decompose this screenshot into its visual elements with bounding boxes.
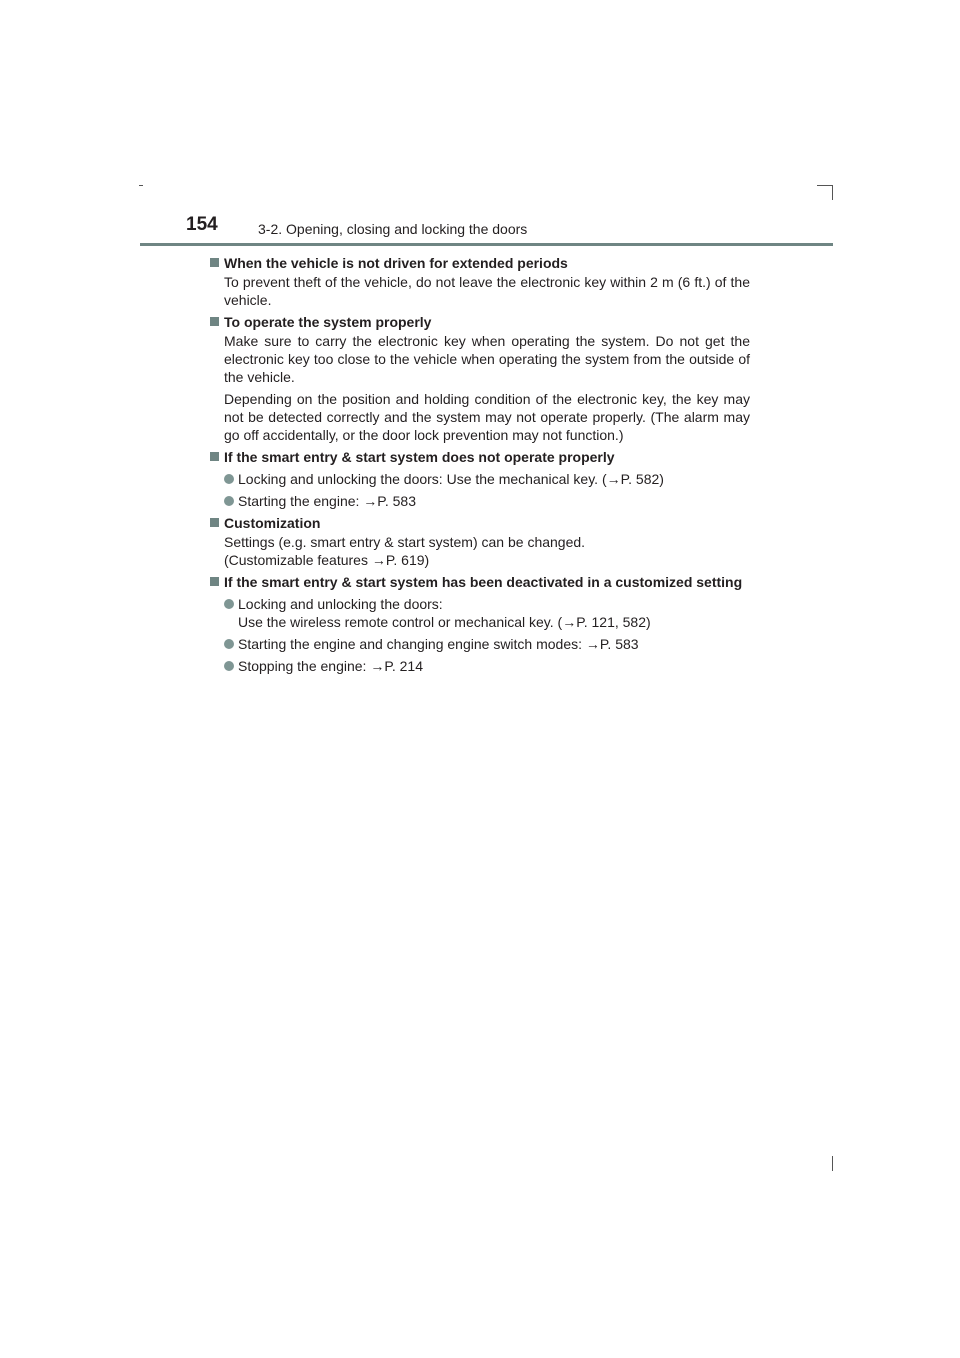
- round-bullet-icon: [224, 496, 234, 506]
- paragraph: To prevent theft of the vehicle, do not leave the electronic key within 2 m (6 ft.) of the vehicle.: [224, 274, 750, 308]
- paragraph: Make sure to carry the electronic key when operating the system. Do not get the electronic key too close to the vehicle when operating the system from the outside of the vehicle.: [224, 333, 750, 385]
- heading-text: If the smart entry & start system has been deactivated in a customized setting: [224, 574, 743, 590]
- header-rule: [140, 243, 833, 246]
- paragraph-line: (Customizable features →P. 619): [224, 552, 430, 568]
- heading-text: To operate the system properly: [224, 314, 432, 330]
- section-heading: [210, 254, 750, 272]
- section-title: 3-2. Opening, closing and locking the doors: [258, 221, 528, 237]
- list-item-text: Use the wireless remote control or mechanical key. (→P. 121, 582): [238, 614, 651, 630]
- section-heading: [210, 514, 750, 532]
- round-bullet-icon: [224, 599, 234, 609]
- heading-text: Customization: [224, 515, 321, 531]
- page-content: [210, 254, 750, 675]
- list-item-text: Starting the engine: →P. 583: [238, 493, 416, 509]
- page-number: 154: [186, 214, 218, 235]
- list-item-text: Locking and unlocking the doors: Use the mechanical key. (→P. 582): [238, 471, 664, 487]
- paragraph-line: Settings (e.g. smart entry & start system) can be changed.: [224, 534, 586, 550]
- list-item: [210, 657, 750, 675]
- crop-mark-top-right-horizontal: [817, 185, 833, 186]
- list-item-text: Locking and unlocking the doors:: [238, 596, 443, 612]
- heading-text: When the vehicle is not driven for extended periods: [224, 255, 568, 271]
- section-heading: [210, 573, 750, 591]
- list-item: [210, 470, 750, 488]
- square-bullet-icon: [210, 258, 219, 267]
- round-bullet-icon: [224, 474, 234, 484]
- round-bullet-icon: [224, 661, 234, 671]
- section-heading: [210, 448, 750, 466]
- paragraph: [210, 533, 750, 569]
- list-item: [210, 595, 750, 631]
- list-item-text: Stopping the engine: →P. 214: [238, 658, 424, 674]
- crop-mark-top-left: [139, 185, 143, 186]
- crop-mark-top-right-vertical: [832, 185, 833, 200]
- square-bullet-icon: [210, 317, 219, 326]
- square-bullet-icon: [210, 577, 219, 586]
- list-item-text: Starting the engine and changing engine switch modes: →P. 583: [238, 636, 639, 652]
- list-item: [210, 492, 750, 510]
- list-item: [210, 635, 750, 653]
- section-heading: [210, 313, 750, 331]
- square-bullet-icon: [210, 452, 219, 461]
- heading-text: If the smart entry & start system does not operate properly: [224, 449, 615, 465]
- paragraph: Depending on the position and holding condition of the electronic key, the key may not be detected correctly and the system may not operate properly. (The alarm may go off accidentally, or the door lock prevention may not function.): [224, 391, 750, 443]
- round-bullet-icon: [224, 639, 234, 649]
- square-bullet-icon: [210, 518, 219, 527]
- crop-mark-bottom-right-vertical: [832, 1156, 833, 1171]
